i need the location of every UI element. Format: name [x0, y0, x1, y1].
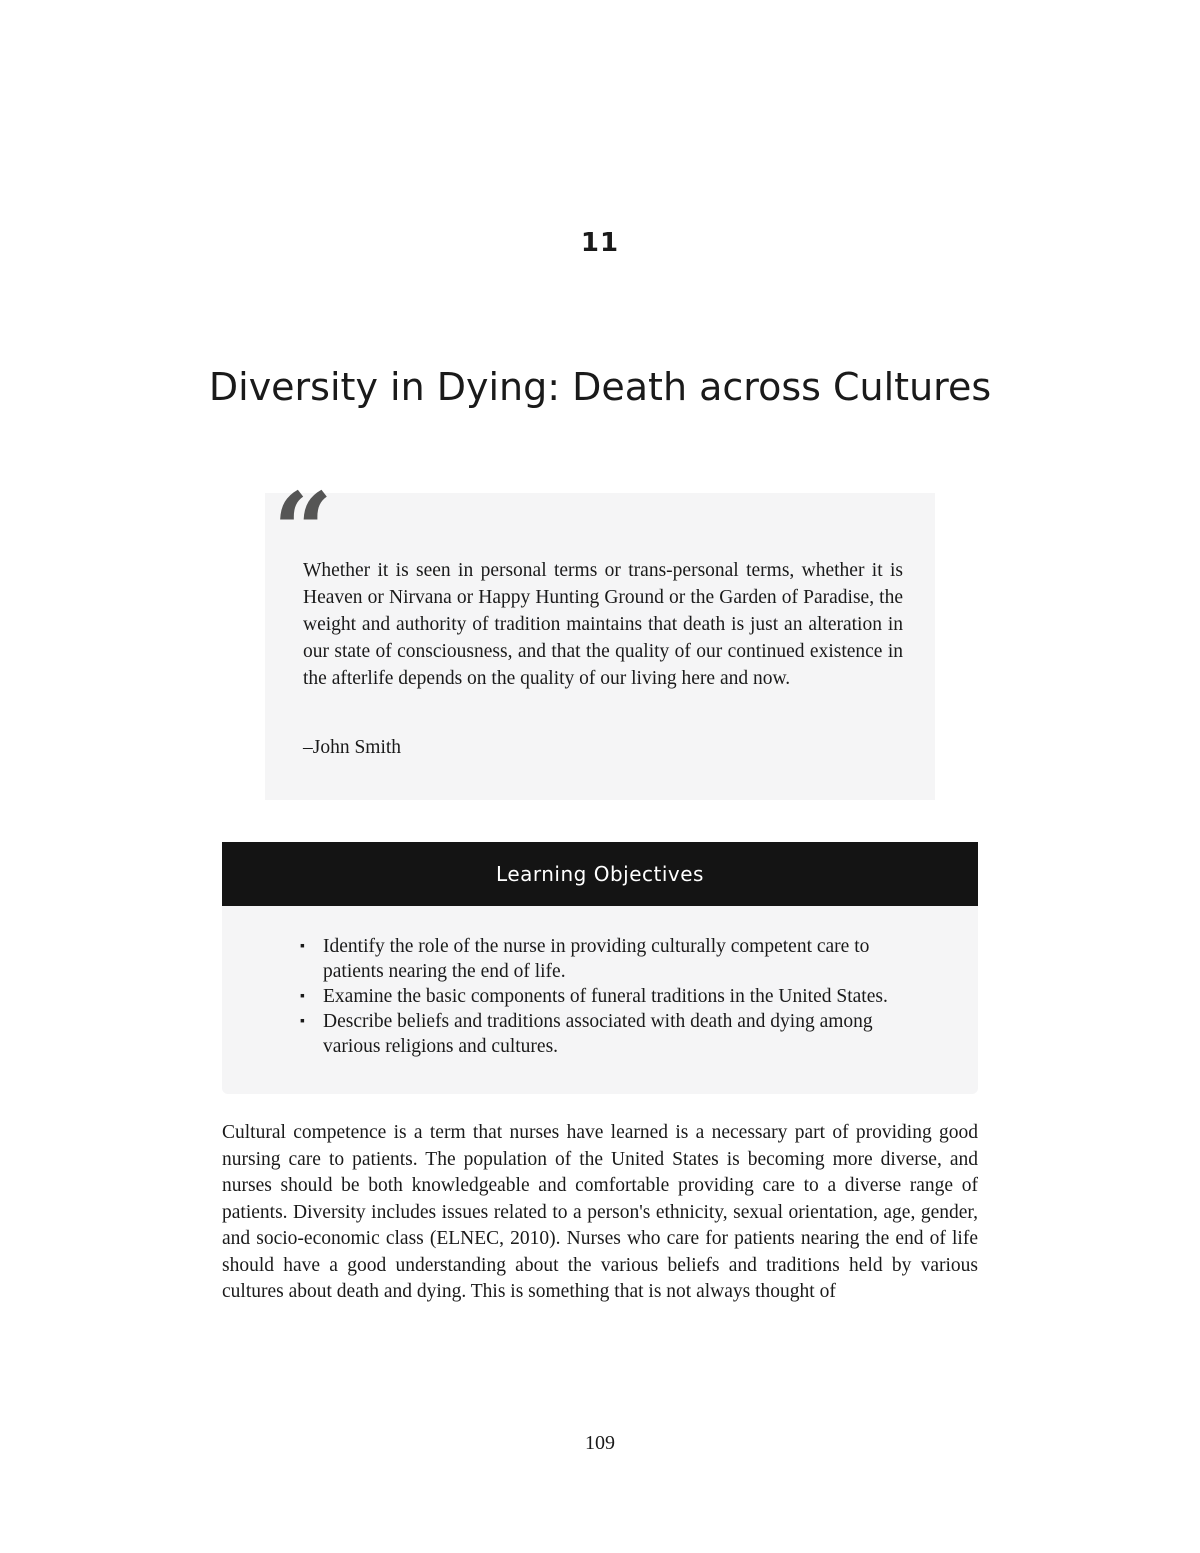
epigraph-attribution: –John Smith	[303, 737, 402, 758]
quotation-mark-icon: “	[273, 469, 333, 592]
learning-objectives-box	[222, 842, 978, 1094]
list-item	[300, 1009, 910, 1059]
objective-text: Examine the basic components of funeral traditions in the United States.	[323, 986, 888, 1007]
objective-text: Identify the role of the nurse in providing culturally competent care to patients nearing the end of life.	[323, 936, 870, 982]
body-paragraph: Cultural competence is a term that nurses have learned is a necessary part of providing good nursing care to patients. The population of the United States is becoming more diverse, and nurses should be both knowledgeable and comfortable providing care to a diverse range of patients. Diversity includes issues related to a person's ethnicity, sexual orientation, age, gender, and socio-economic class (ELNEC, 2010). Nurses who care for patients nearing the end of life should have a good understanding about the various beliefs and traditions held by various cultures about death and dying. This is something that is not always thought of	[222, 1122, 978, 1302]
learning-objectives-heading: Learning Objectives	[222, 842, 978, 906]
chapter-title: Diversity in Dying: Death across Cultures	[208, 365, 992, 409]
objective-text: Describe beliefs and traditions associated with death and dying among various religions and cultures.	[323, 1011, 873, 1057]
bullet-icon: ▪	[300, 1014, 305, 1029]
list-item	[300, 934, 910, 984]
list-item	[300, 984, 910, 1009]
page-number: 109	[585, 1432, 615, 1454]
epigraph-quote: Whether it is seen in personal terms or trans-personal terms, whether it is Heaven or Nirvana or Happy Hunting Ground or the Garden of Paradise, the weight and authority of tradition maintains that death is just an alteration in our state of consciousness, and that the quality of our continued existence in the afterlife depends on the quality of our living here and now.	[303, 560, 903, 689]
chapter-number: 11	[580, 228, 620, 258]
bullet-icon: ▪	[300, 989, 305, 1004]
epigraph-box	[265, 469, 935, 800]
learning-objectives-list	[300, 934, 910, 1059]
bullet-icon: ▪	[300, 939, 305, 954]
